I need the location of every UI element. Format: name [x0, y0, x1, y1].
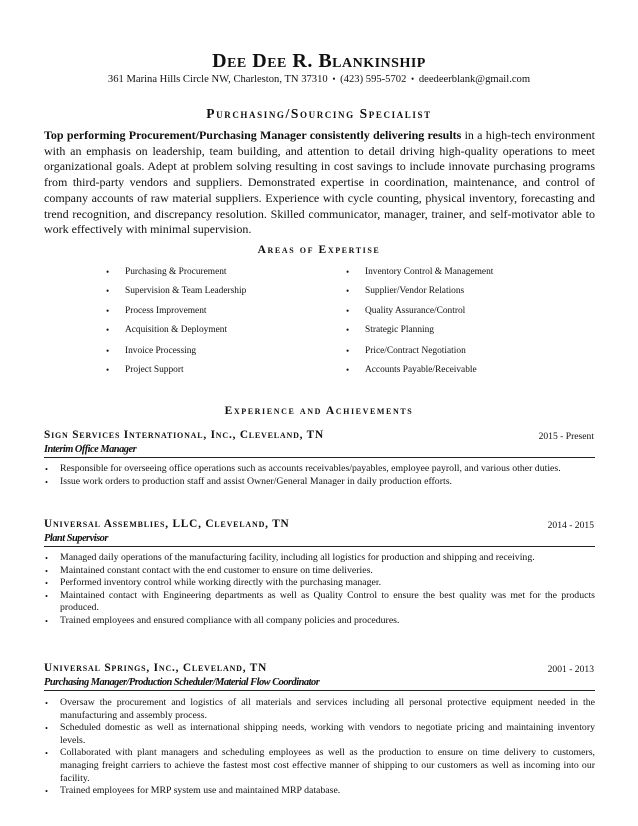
- job-title: Purchasing/Sourcing Specialist: [206, 106, 432, 121]
- expertise-item-label: Process Improvement: [125, 306, 207, 316]
- email: deedeerblank@gmail.com: [418, 74, 531, 85]
- company-name: Sign Services International, Inc., Cleveland, TN: [44, 429, 324, 441]
- summary-paragraph: [44, 128, 595, 238]
- bullet-icon: •: [45, 786, 48, 797]
- bullet-icon: •: [106, 365, 110, 375]
- bullet-icon: •: [106, 267, 110, 277]
- job-role: Purchasing Manager/Production Scheduler/Material Flow Coordinator: [44, 677, 320, 688]
- list-item: • Managed daily operations of the manufacturing facility, including all logistics for production and shipping and receiving.: [45, 552, 535, 563]
- bullet-icon: •: [45, 565, 48, 576]
- expertise-item-label: Quality Assurance/Control: [365, 306, 466, 316]
- job-bullets: [44, 552, 595, 628]
- company-name: Universal Assemblies, LLC, Cleveland, TN: [44, 518, 290, 530]
- bullet-icon: •: [45, 464, 48, 474]
- list-item: • Maintained contact with Engineering departments as well as Quality Control to ensure the best quality was met for the products produced.: [45, 589, 595, 614]
- expertise-item-label: Project Support: [125, 365, 184, 375]
- expertise-item-label: Supervision & Team Leadership: [125, 286, 247, 296]
- job-header: [44, 429, 594, 443]
- company-name: Universal Springs, Inc., Cleveland, TN: [44, 662, 268, 674]
- job-header: [44, 518, 594, 532]
- job-dates: 2001 - 2013: [547, 664, 594, 675]
- list-item: • Scheduled domestic as well as international shipping needs, working with vendors to negotiate pricing and maintaining inventory levels.: [45, 722, 595, 746]
- address: 361 Marina Hills Circle NW, Charleston, TN 37310: [107, 74, 328, 85]
- list-item: • Responsible for overseeing office operations such as accounts receivables/payables, employee payroll, and various other duties.: [45, 463, 561, 474]
- separator-dot-icon: •: [411, 74, 415, 84]
- separator-dot-icon: •: [332, 74, 336, 84]
- bullet-icon: •: [106, 306, 110, 316]
- list-item: • Maintained constant contact with the end customer to ensure on time deliveries.: [45, 564, 373, 576]
- bullet-icon: •: [45, 615, 48, 626]
- expertise-item-label: Invoice Processing: [125, 346, 197, 356]
- expertise-heading: Areas of Expertise: [257, 244, 381, 256]
- bullet-icon: •: [45, 590, 48, 601]
- bullet-icon: •: [346, 365, 350, 375]
- expertise-item-label: Purchasing & Procurement: [125, 267, 227, 277]
- bullet-icon: •: [346, 325, 350, 335]
- list-item: • Collaborated with plant managers and scheduling employees as well as the production to ensure on time delivery to customers, managing freight carriers to achieve the fastest most cost effective manner of shipping to our customers as well as incoming into our facility.: [45, 747, 595, 784]
- job-dates: 2015 - Present: [538, 431, 594, 442]
- job-dates: 2014 - 2015: [547, 520, 594, 531]
- job-bullets: [44, 463, 595, 488]
- bullet-icon: •: [45, 723, 48, 734]
- expertise-item-label: Price/Contract Negotiation: [365, 346, 466, 356]
- bullet-icon: •: [45, 553, 48, 563]
- job-bullets: [44, 697, 595, 798]
- experience-heading: Experience and Achievements: [224, 405, 414, 417]
- section-divider: [44, 546, 595, 547]
- expertise-item-label: Acquisition & Deployment: [125, 325, 228, 335]
- list-item: • Oversaw the procurement and logistics of all materials and services including all personal protective equipment needed in the manufacturing and assembly process.: [45, 697, 595, 721]
- bullet-icon: •: [106, 346, 110, 356]
- job-role: Interim Office Manager: [44, 444, 137, 455]
- bullet-icon: •: [346, 306, 350, 316]
- bullet-icon: •: [45, 578, 48, 589]
- bullet-icon: •: [45, 748, 48, 759]
- job-role: Plant Supervisor: [44, 533, 108, 544]
- candidate-name: Dee Dee R. Blankinship: [212, 50, 426, 72]
- list-item: • Issue work orders to production staff and assist Owner/General Manager in daily production efforts.: [45, 475, 452, 487]
- bullet-icon: •: [346, 286, 350, 296]
- bullet-icon: •: [106, 325, 110, 335]
- contact-line: [0, 74, 638, 85]
- bullet-icon: •: [346, 346, 350, 356]
- expertise-item-label: Inventory Control & Management: [365, 267, 494, 277]
- section-divider: [44, 690, 595, 691]
- list-item: • Performed inventory control while working directly with the purchasing manager.: [45, 577, 382, 589]
- phone: (423) 595-5702: [340, 74, 407, 85]
- section-divider: [44, 457, 595, 458]
- summary-body: in a high-tech environment with an emphasis on leadership, team building, and attention to detail driving high-quality operations to meet organizational goals. Adept at problem solving resulting in cost savings to include innovate purchasing programs from third-party vendors and suppliers. Demonstrated expertise in coordination, maintenance, and control of company accounts of raw material suppliers. Experience with cycle counting, physical inventory, forecasting and trend recognition, and discrepancy resolution. Skilled communicator, manager, trainer, and self-motivator able to work effectively with minimal supervision.: [44, 128, 595, 237]
- list-item: • Trained employees and ensured compliance with all company policies and procedures.: [45, 614, 400, 626]
- bullet-icon: •: [106, 286, 110, 296]
- bullet-icon: •: [45, 476, 48, 487]
- list-item: • Trained employees for MRP system use and maintained MRP database.: [45, 785, 341, 797]
- bullet-icon: •: [45, 698, 48, 708]
- expertise-item-label: Strategic Planning: [365, 325, 434, 335]
- bullet-icon: •: [346, 267, 350, 277]
- summary-lead: Top performing Procurement/Purchasing Manager consistently delivering results: [44, 128, 462, 142]
- expertise-item-label: Accounts Payable/Receivable: [365, 365, 477, 375]
- expertise-item-label: Supplier/Vendor Relations: [365, 286, 465, 296]
- job-header: [44, 662, 594, 676]
